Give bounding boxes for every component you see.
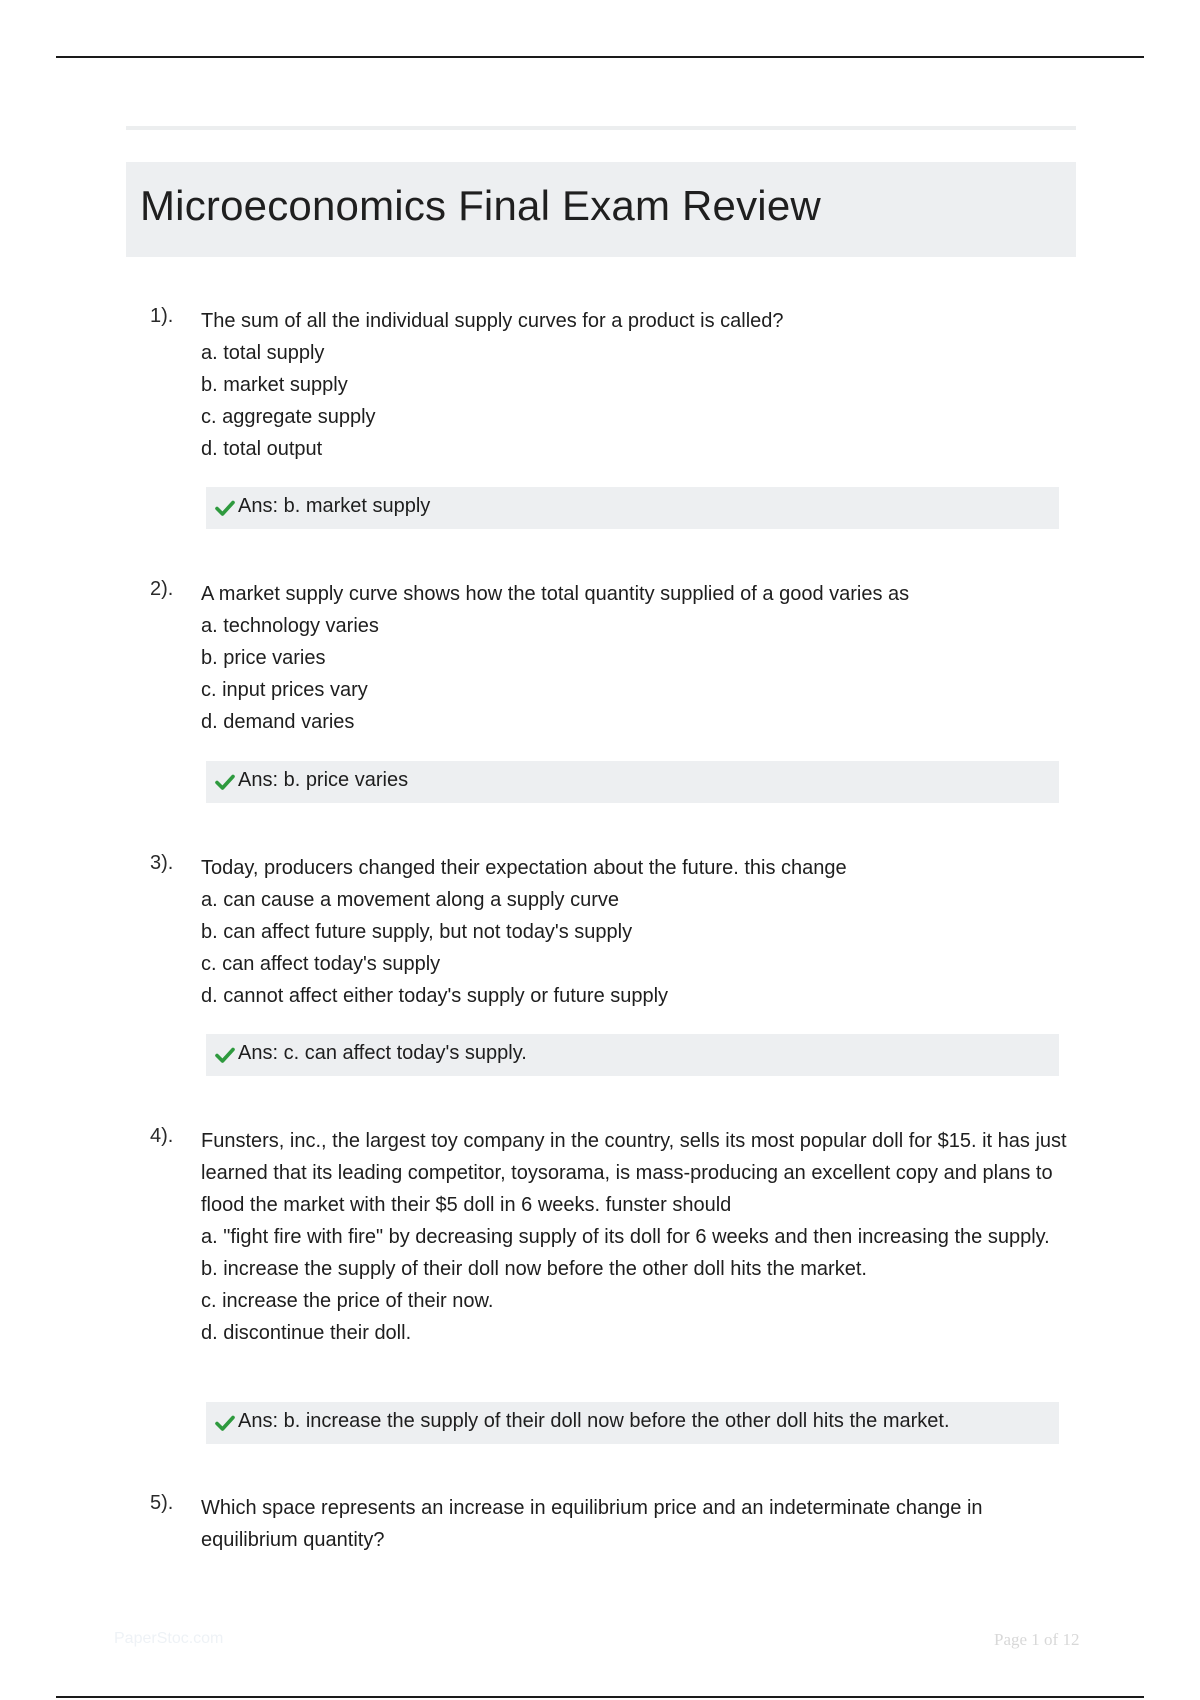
- question-body: [201, 578, 1076, 738]
- bottom-rule: [56, 1696, 1144, 1698]
- question-body: [201, 1125, 1076, 1349]
- top-rule: [56, 56, 1144, 58]
- answer-box: [206, 487, 1059, 529]
- option-b: b. increase the supply of their doll now before the other doll hits the market.: [201, 1258, 867, 1280]
- title-banner: [126, 162, 1076, 257]
- answer-text: Ans: b. price varies: [238, 769, 409, 791]
- question-text: The sum of all the individual supply curves for a product is called?: [201, 310, 784, 332]
- question-body: [201, 1492, 1076, 1556]
- answer-box: [206, 1402, 1059, 1444]
- option-a: a. can cause a movement along a supply curve: [201, 889, 620, 911]
- answer-box: [206, 761, 1059, 803]
- option-d: d. cannot affect either today's supply or future supply: [201, 985, 669, 1007]
- header-divider: [126, 126, 1076, 130]
- question-body: [201, 305, 1076, 465]
- question-number: 2).: [150, 578, 174, 600]
- checkmark-icon: [214, 1412, 236, 1434]
- option-a: a. total supply: [201, 342, 325, 364]
- question-body: [201, 852, 1076, 1012]
- option-b: b. market supply: [201, 374, 348, 396]
- question-number: 3).: [150, 852, 174, 874]
- answer-text: Ans: c. can affect today's supply.: [238, 1042, 527, 1064]
- checkmark-icon: [214, 771, 236, 793]
- page-title: Microeconomics Final Exam Review: [140, 182, 821, 229]
- checkmark-icon: [214, 497, 236, 519]
- question-text: A market supply curve shows how the total quantity supplied of a good varies as: [201, 583, 910, 605]
- answer-text: Ans: b. increase the supply of their doll now before the other doll hits the market.: [238, 1410, 950, 1432]
- option-c: c. input prices vary: [201, 679, 368, 701]
- question-text: Which space represents an increase in equilibrium price and an indeterminate change in equilibrium quantity?: [201, 1497, 983, 1551]
- question-number: 5).: [150, 1492, 174, 1514]
- footer-watermark: PaperStoc.com: [114, 1630, 224, 1647]
- option-c: c. increase the price of their now.: [201, 1290, 494, 1312]
- page-indicator: Page 1 of 12: [994, 1630, 1080, 1649]
- answer-box: [206, 1034, 1059, 1076]
- question-number: 4).: [150, 1125, 174, 1147]
- question-number: 1).: [150, 305, 174, 327]
- option-a: a. technology varies: [201, 615, 379, 637]
- question-text: Today, producers changed their expectation about the future. this change: [201, 857, 847, 879]
- option-c: c. can affect today's supply: [201, 953, 441, 975]
- option-a: a. "fight fire with fire" by decreasing supply of its doll for 6 weeks and then increasing the supply.: [201, 1226, 1050, 1248]
- option-d: d. demand varies: [201, 711, 355, 733]
- option-b: b. can affect future supply, but not today's supply: [201, 921, 633, 943]
- option-b: b. price varies: [201, 647, 326, 669]
- question-text: Funsters, inc., the largest toy company in the country, sells its most popular doll for $15. it has just learned that its leading competitor, toysorama, is mass-producing an excellent copy and plans to flood the market with their $5 doll in 6 weeks. funster should: [201, 1130, 1067, 1216]
- answer-text: Ans: b. market supply: [238, 495, 431, 517]
- option-c: c. aggregate supply: [201, 406, 376, 428]
- option-d: d. discontinue their doll.: [201, 1322, 412, 1344]
- checkmark-icon: [214, 1044, 236, 1066]
- option-d: d. total output: [201, 438, 323, 460]
